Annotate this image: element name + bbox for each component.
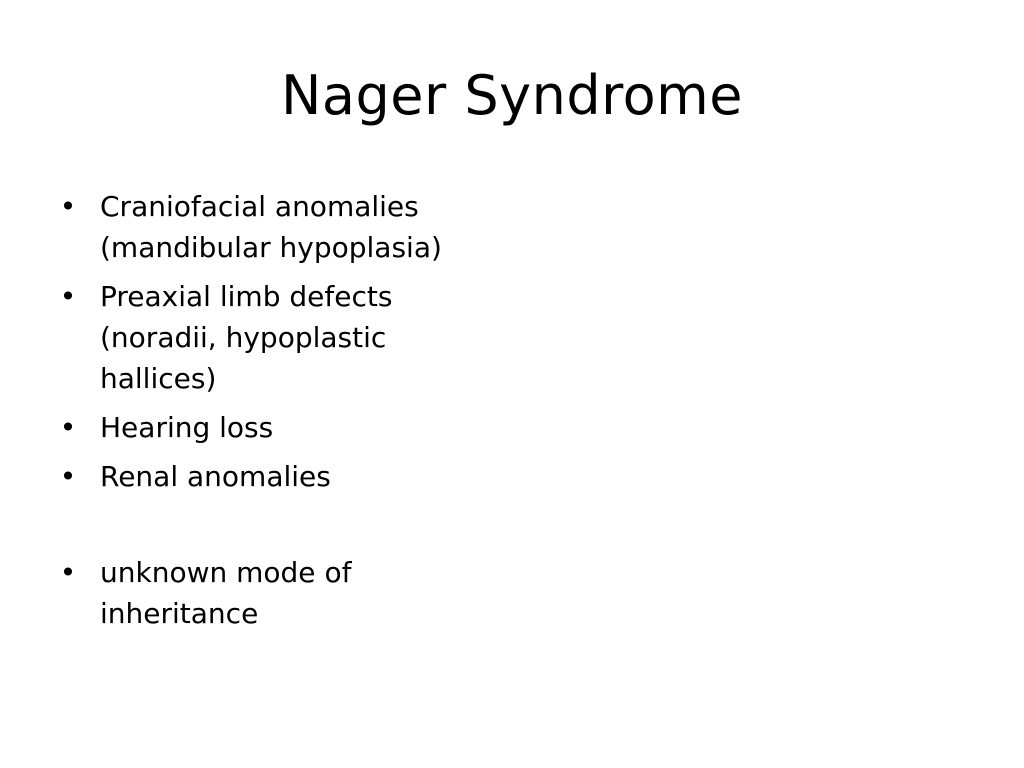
bullet-item-hearing-loss (58, 407, 498, 448)
bullet-line: Craniofacial anomalies (100, 190, 419, 223)
bullet-line: Hearing loss (100, 411, 274, 444)
bullet-item-limb-defects (58, 276, 498, 399)
bullet-dot-icon: • (59, 556, 77, 589)
bullet-line: inheritance (100, 597, 259, 630)
bullet-line: (mandibular hypoplasia) (100, 231, 442, 264)
bullet-dot-icon: • (59, 280, 77, 313)
bullet-item-craniofacial (58, 186, 498, 268)
bullet-line: unknown mode of (100, 556, 352, 589)
bullet-dot-icon: • (59, 190, 77, 223)
bullet-dot-icon: • (59, 411, 77, 444)
bullet-line: Preaxial limb defects (100, 280, 393, 313)
bullet-item-inheritance (58, 552, 498, 634)
bullet-line: (noradii, hypoplastic (100, 321, 387, 354)
bullet-line: Renal anomalies (100, 460, 331, 493)
slide-title: Nager Syndrome (281, 64, 743, 127)
bullet-dot-icon: • (59, 460, 77, 493)
bullet-list (58, 186, 498, 642)
bullet-item-renal (58, 456, 498, 497)
bullet-line: hallices) (100, 362, 217, 395)
